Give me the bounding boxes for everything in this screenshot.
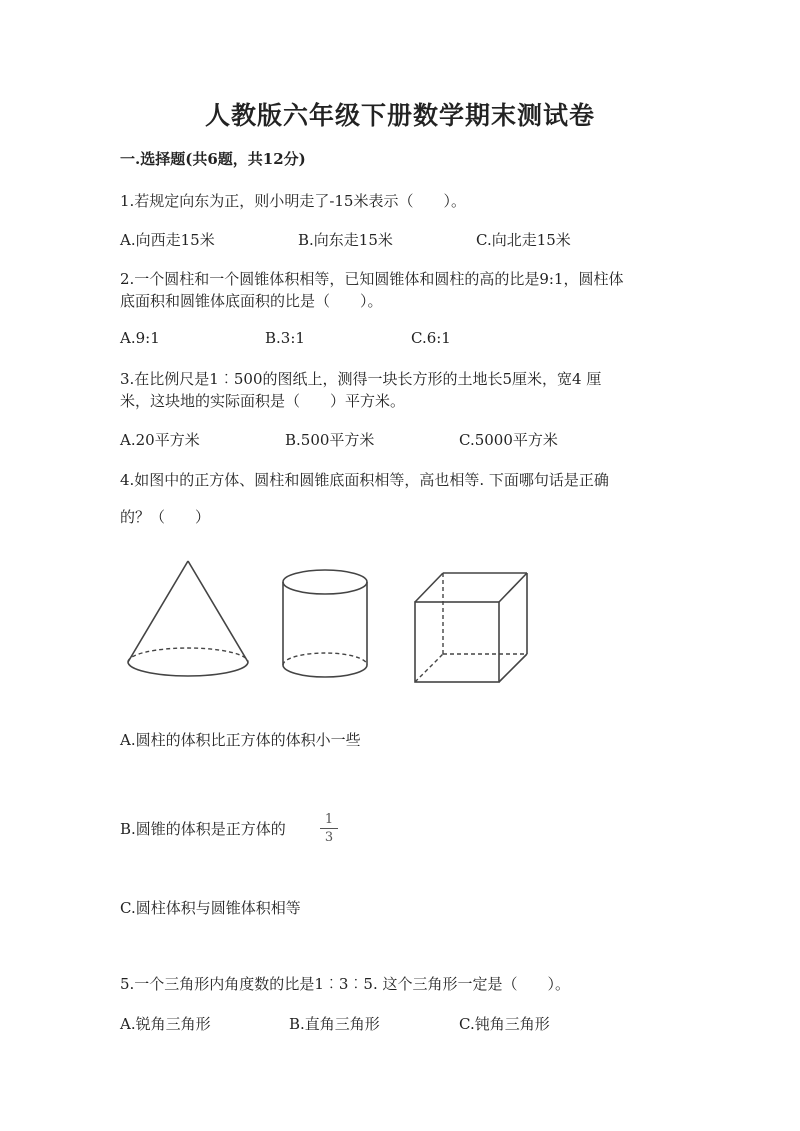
question-4-text-line-2: 的？（ ） xyxy=(120,508,211,526)
q4-option-a[interactable]: A.圆柱的体积比正方体的体积小一些 xyxy=(120,731,361,749)
q2-option-c[interactable]: C.6:1 xyxy=(411,329,451,347)
q1-option-c[interactable]: C.向北走15米 xyxy=(476,231,571,249)
q2-option-b[interactable]: B.3:1 xyxy=(265,329,305,347)
q5-option-b[interactable]: B.直角三角形 xyxy=(289,1015,380,1033)
q3-option-b[interactable]: B.500平方米 xyxy=(285,431,375,449)
question-1-text: 1.若规定向东为正，则小明走了-15米表示（ ）。 xyxy=(120,192,466,210)
q3-option-a[interactable]: A.20平方米 xyxy=(120,431,200,449)
figure-cone xyxy=(122,555,254,683)
section-heading: 一.选择题(共6题，共12分) xyxy=(120,150,306,168)
q2-option-a[interactable]: A.9:1 xyxy=(120,329,160,347)
q4-option-b[interactable]: B.圆锥的体积是正方体的 xyxy=(120,820,286,838)
fraction-one-third xyxy=(320,812,338,845)
question-2-text-line-1: 2.一个圆柱和一个圆锥体积相等，已知圆锥体和圆柱的高的比是9:1，圆柱体 xyxy=(120,270,624,288)
q1-option-a[interactable]: A.向西走15米 xyxy=(120,231,215,249)
q4-option-c[interactable]: C.圆柱体积与圆锥体积相等 xyxy=(120,899,301,917)
question-3-text-line-1: 3.在比例尺是1︰500的图纸上，测得一块长方形的土地长5厘米，宽4 厘 xyxy=(120,370,602,388)
page-title: 人教版六年级下册数学期末测试卷 xyxy=(204,101,595,130)
figure-cube xyxy=(408,566,534,690)
q3-option-c[interactable]: C.5000平方米 xyxy=(459,431,558,449)
fraction-numerator: 1 xyxy=(324,812,334,827)
fraction-denominator: 3 xyxy=(324,830,334,845)
q1-option-b[interactable]: B.向东走15米 xyxy=(298,231,393,249)
question-4-text-line-1: 4.如图中的正方体、圆柱和圆锥底面积相等，高也相等. 下面哪句话是正确 xyxy=(120,471,609,489)
question-3-text-line-2: 米，这块地的实际面积是（ ）平方米。 xyxy=(120,392,406,410)
q5-option-c[interactable]: C.钝角三角形 xyxy=(459,1015,550,1033)
figure-cylinder xyxy=(276,565,374,689)
question-5-text: 5.一个三角形内角度数的比是1︰3︰5. 这个三角形一定是（ ）。 xyxy=(120,975,570,993)
q5-option-a[interactable]: A.锐角三角形 xyxy=(120,1015,211,1033)
fraction-bar xyxy=(320,828,338,829)
question-2-text-line-2: 底面积和圆锥体底面积的比是（ ）。 xyxy=(120,292,383,310)
